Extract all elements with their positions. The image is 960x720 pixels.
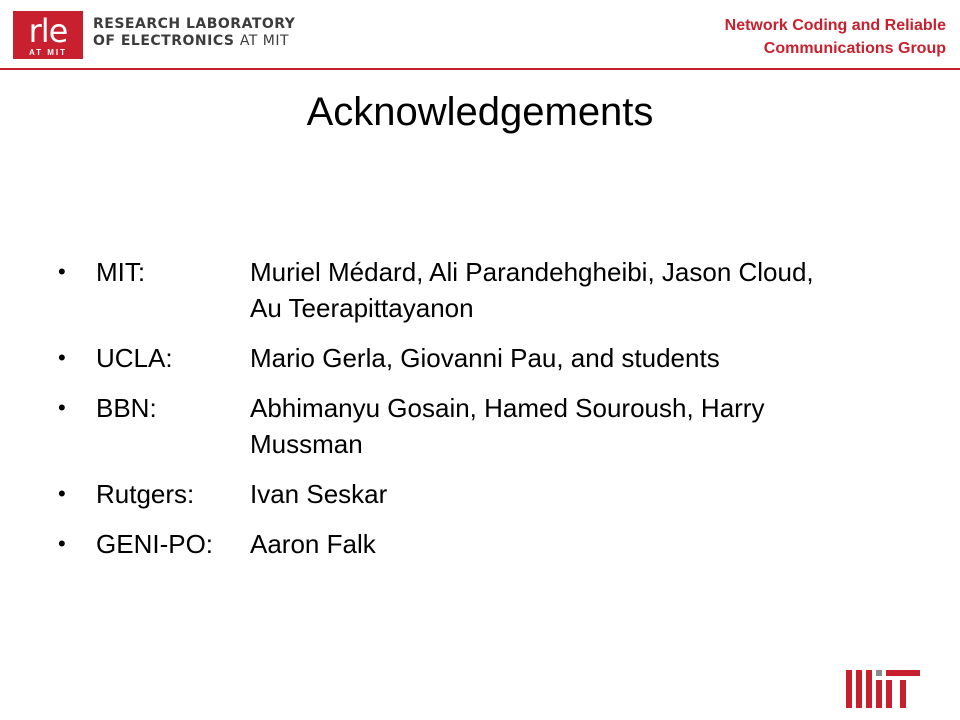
people: Abhimanyu Gosain, Hamed Souroush, Harry Mussman [250,393,765,459]
slide-title: Acknowledgements [306,90,654,134]
bullet-icon: • [58,481,66,506]
rle-logo-subtitle: AT MIT [28,48,68,57]
people: Muriel Médard, Ali Parandehgheibi, Jason Cloud, Au Teerapittayanon [250,257,814,323]
people: Aaron Falk [250,529,376,559]
group-name [725,14,946,60]
header-divider [0,68,960,70]
bullet-icon: • [58,531,66,556]
list-item [58,340,858,376]
bullet-icon: • [58,395,66,420]
lab-name [93,16,295,50]
rle-logo [13,11,83,59]
list-item [58,476,858,512]
list-item [58,390,858,462]
list-item [58,254,858,326]
people: Ivan Seskar [250,479,388,509]
lab-name-line1: RESEARCH LABORATORY [93,16,296,32]
list-item [58,526,858,562]
acknowledgement-list [58,254,858,576]
bullet-icon: • [58,259,66,284]
lab-name-line2-bold: OF ELECTRONICS [93,33,235,49]
people: Mario Gerla, Giovanni Pau, and students [250,343,720,373]
group-name-line1: Network Coding and Reliable [724,17,946,34]
lab-name-line2-light: AT MIT [239,33,290,49]
group-name-line2: Communications Group [763,40,946,57]
rle-logo-letters: rle [28,12,68,50]
lab-name-line2 [93,33,295,50]
organization: UCLA: [96,343,173,373]
mit-logo-icon [846,670,920,708]
organization: Rutgers: [96,479,195,509]
bullet-icon: • [58,345,66,370]
organization: GENI-PO: [96,529,214,559]
organization: BBN: [96,393,157,423]
organization: MIT: [96,257,146,287]
